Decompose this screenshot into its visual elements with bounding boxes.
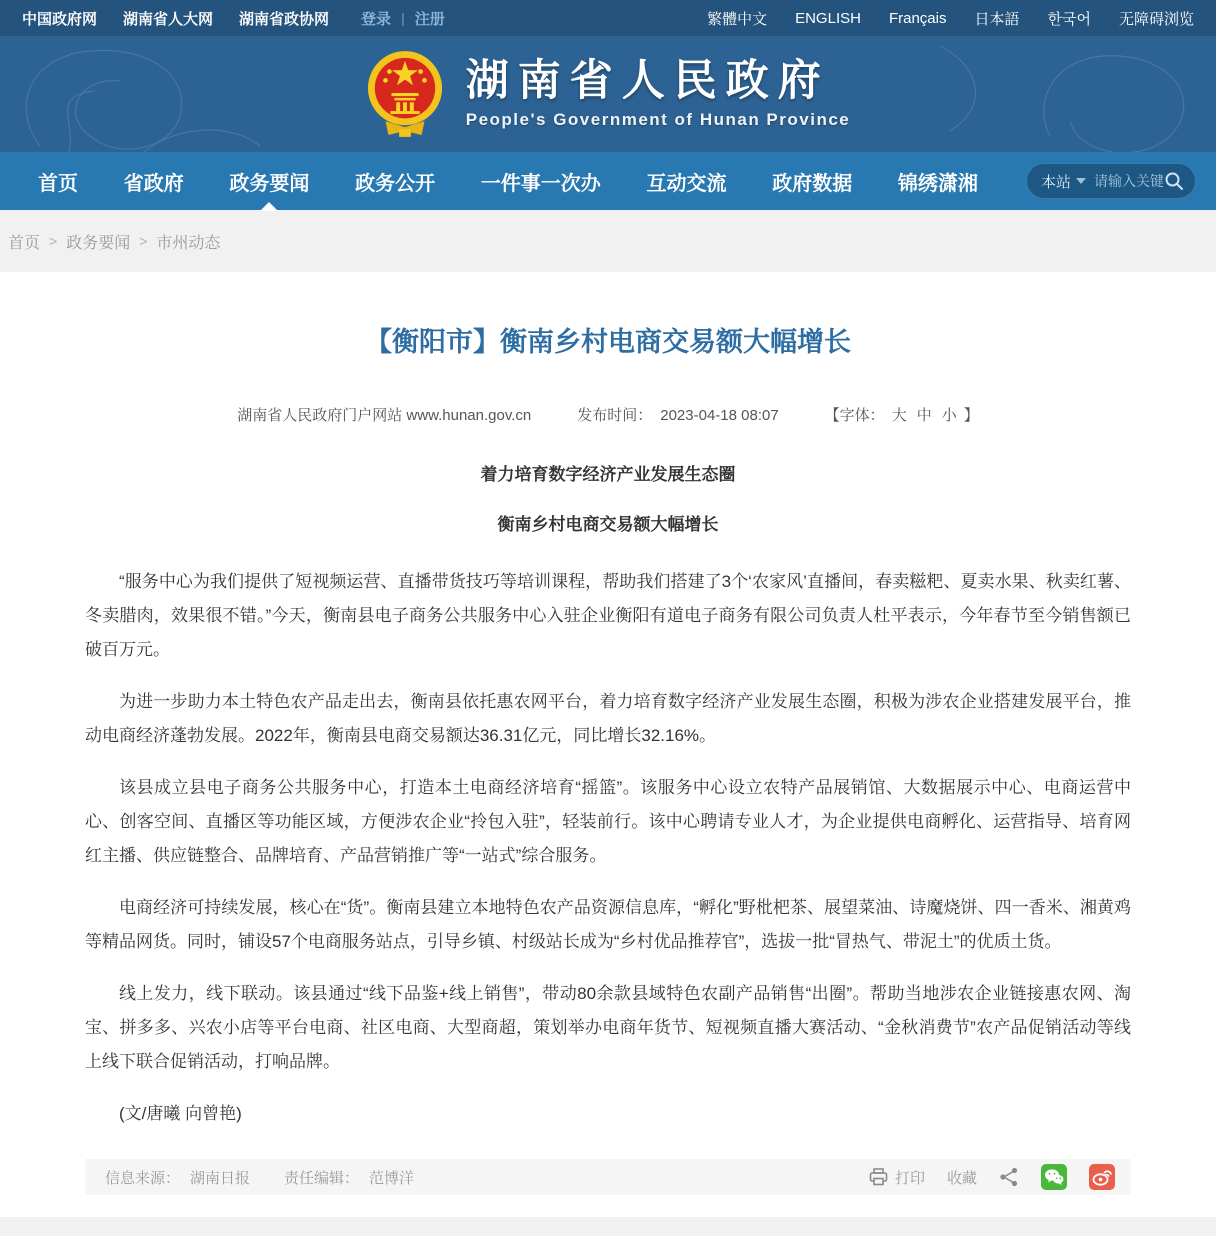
- search-scope-label: 本站: [1041, 173, 1072, 191]
- info-editor: [284, 1167, 414, 1188]
- share-wechat-button[interactable]: [1041, 1164, 1067, 1190]
- active-tab-indicator: [260, 202, 278, 211]
- article-info-bar: [85, 1159, 1131, 1195]
- article-paragraph: 该县成立县电子商务公共服务中心，打造本土电商经济培育“摇篮”。该服务中心设立农特产品展销馆、大数据展示中心、电商运营中心、创客空间、直播区等功能区域，方便涉农企业“拎包入驻”，轻装前行。该中心聘请专业人才，为企业提供电商孵化、运营指导、培育网红主播、供应链整合、品牌培育、产品营销推广等“一站式”综合服务。: [85, 778, 1131, 865]
- info-editor-label: 责任编辑：: [284, 1169, 360, 1187]
- site-subtitle-english: People's Government of Hunan Province: [465, 109, 851, 129]
- nav-item-home[interactable]: [28, 152, 88, 211]
- article-subtitle-1: 着力培育数字经济产业发展生态圈: [480, 465, 736, 484]
- favorite-label: 收藏: [946, 1169, 977, 1187]
- topbar-link-hunan-npc[interactable]: 湖南省人大网: [123, 10, 214, 28]
- lang-japanese[interactable]: 日本語: [974, 10, 1020, 28]
- login-link[interactable]: 登录: [361, 10, 392, 28]
- font-size-control: [825, 404, 979, 425]
- favorite-button[interactable]: [947, 1167, 977, 1188]
- article-meta: [85, 404, 1131, 425]
- national-emblem-logo: [366, 47, 444, 141]
- share-weibo-button[interactable]: [1089, 1164, 1115, 1190]
- nav-item-government-news[interactable]: [219, 152, 319, 211]
- main-nav: [0, 152, 1216, 210]
- nav-item-label: 首页: [38, 172, 78, 195]
- login-register-divider: |: [401, 10, 405, 26]
- article-paragraph: 电商经济可持续发展，核心在“货”。衡南县建立本地特色农产品资源信息库，“孵化”野枇杷茶、展望菜油、诗魔烧饼、四一香米、湘黄鸡等精品网货。同时，铺设57个电商服务站点，引导乡镇、村级站长成为“乡村优品推荐官”，选拔一批“冒热气、带泥土”的优质土货。: [85, 898, 1131, 951]
- nav-item-label: 政务要闻: [229, 172, 310, 195]
- lang-korean[interactable]: 한국어: [1047, 10, 1091, 28]
- weibo-icon: [1092, 1168, 1112, 1186]
- nav-item-government-data[interactable]: [762, 152, 862, 211]
- meta-publish-time: [577, 404, 778, 425]
- printer-icon: [869, 1168, 888, 1186]
- breadcrumb: [0, 230, 220, 253]
- article-paragraph: 为进一步助力本土特色农产品走出去，衡南县依托惠农网平台，着力培育数字经济产业发展生态圈，积极为涉农企业搭建发展平台，推动电商经济蓬勃发展。2022年，衡南县电商交易额达36.31亿元，同比增长32.16%。: [85, 692, 1131, 745]
- print-button[interactable]: [869, 1167, 925, 1188]
- nav-item-label: 锦绣潇湘: [897, 172, 978, 195]
- font-size-medium-button[interactable]: 中: [916, 407, 932, 424]
- site-header: [0, 36, 1216, 152]
- article-container: [0, 272, 1216, 1217]
- info-source-value: 湖南日报: [190, 1169, 251, 1187]
- nav-item-label: 政务公开: [355, 172, 436, 195]
- topbar-link-hunan-cppcc[interactable]: 湖南省政协网: [239, 10, 330, 28]
- chevron-down-icon: [1076, 178, 1086, 184]
- search-button[interactable]: [1163, 170, 1185, 192]
- wechat-icon: [1044, 1168, 1064, 1186]
- meta-source-site: 湖南省人民政府门户网站 www.hunan.gov.cn: [237, 407, 532, 424]
- nav-item-label: 政府数据: [772, 172, 853, 195]
- info-editor-value: 范博洋: [369, 1169, 415, 1187]
- font-size-label-end: 】: [963, 407, 979, 424]
- breadcrumb-separator: >: [49, 233, 58, 249]
- info-source: [105, 1167, 250, 1188]
- lang-english[interactable]: ENGLISH: [795, 9, 861, 27]
- lang-french[interactable]: Français: [888, 9, 947, 27]
- topbar-link-china-gov[interactable]: 中国政府网: [22, 10, 98, 28]
- topbar: [0, 0, 1216, 36]
- search-input[interactable]: [1094, 173, 1163, 189]
- breadcrumb-separator: >: [139, 233, 148, 249]
- register-link[interactable]: 注册: [414, 10, 445, 28]
- site-search: [1026, 163, 1196, 199]
- page-bottom-strip: [0, 1217, 1216, 1236]
- font-size-label: 【字体：: [824, 407, 885, 424]
- publish-time-value: 2023-04-18 08:07: [660, 407, 779, 424]
- breadcrumb-home[interactable]: 首页: [8, 234, 41, 252]
- search-icon: [1163, 170, 1185, 192]
- article-title: 【衡阳市】衡南乡村电商交易额大幅增长: [365, 327, 851, 357]
- nav-item-label: 省政府: [123, 172, 184, 195]
- article-byline: (文/唐曦 向曾艳): [119, 1104, 242, 1123]
- nav-item-beautiful-hunan[interactable]: [888, 152, 988, 211]
- font-size-small-button[interactable]: 小: [941, 407, 957, 424]
- accessibility-link[interactable]: 无障碍浏览: [1118, 10, 1194, 28]
- nav-item-interaction[interactable]: [637, 152, 737, 211]
- breadcrumb-strip: [0, 210, 1216, 272]
- nav-item-provincial-government[interactable]: [114, 152, 194, 211]
- share-nodes-icon: [999, 1167, 1019, 1187]
- nav-item-label: 一件事一次办: [480, 172, 601, 195]
- breadcrumb-government-news[interactable]: 政务要闻: [66, 234, 131, 252]
- share-button[interactable]: [999, 1167, 1019, 1187]
- site-title: 湖南省人民政府: [465, 57, 830, 106]
- article-subtitle-2: 衡南乡村电商交易额大幅增长: [497, 515, 719, 534]
- article-paragraph: “服务中心为我们提供了短视频运营、直播带货技巧等培训课程，帮助我们搭建了3个‘农家风’直播间，春卖糍粑、夏卖水果、秋卖红薯、冬卖腊肉，效果很不错。”今天，衡南县电子商务公共服务中心入驻企业衡阳有道电子商务有限公司负责人杜平表示，今年春节至今销售额已破百万元。: [85, 572, 1131, 659]
- site-brand: [0, 36, 1216, 152]
- info-source-label: 信息来源：: [105, 1169, 181, 1187]
- search-scope-dropdown[interactable]: [1041, 171, 1086, 192]
- print-label: 打印: [894, 1169, 925, 1187]
- nav-item-one-stop-service[interactable]: [471, 152, 611, 211]
- nav-item-label: 互动交流: [646, 172, 727, 195]
- article-paragraph: 线上发力，线下联动。该县通过“线下品鉴+线上销售”，带动80余款县域特色农副产品销售“出圈”。帮助当地涉农企业链接惠农网、淘宝、拼多多、兴农小店等平台电商、社区电商、大型商超，策划举办电商年货节、短视频直播大赛活动、“金秋消费节”农产品促销活动等线上线下联合促销活动，打响品牌。: [85, 984, 1131, 1071]
- font-size-large-button[interactable]: 大: [891, 407, 907, 424]
- publish-time-label: 发布时间：: [577, 407, 653, 424]
- lang-traditional-chinese[interactable]: 繁體中文: [707, 10, 768, 28]
- article-body: [85, 565, 1131, 1131]
- nav-item-information-disclosure[interactable]: [345, 152, 445, 211]
- breadcrumb-city-news[interactable]: 市州动态: [156, 234, 221, 252]
